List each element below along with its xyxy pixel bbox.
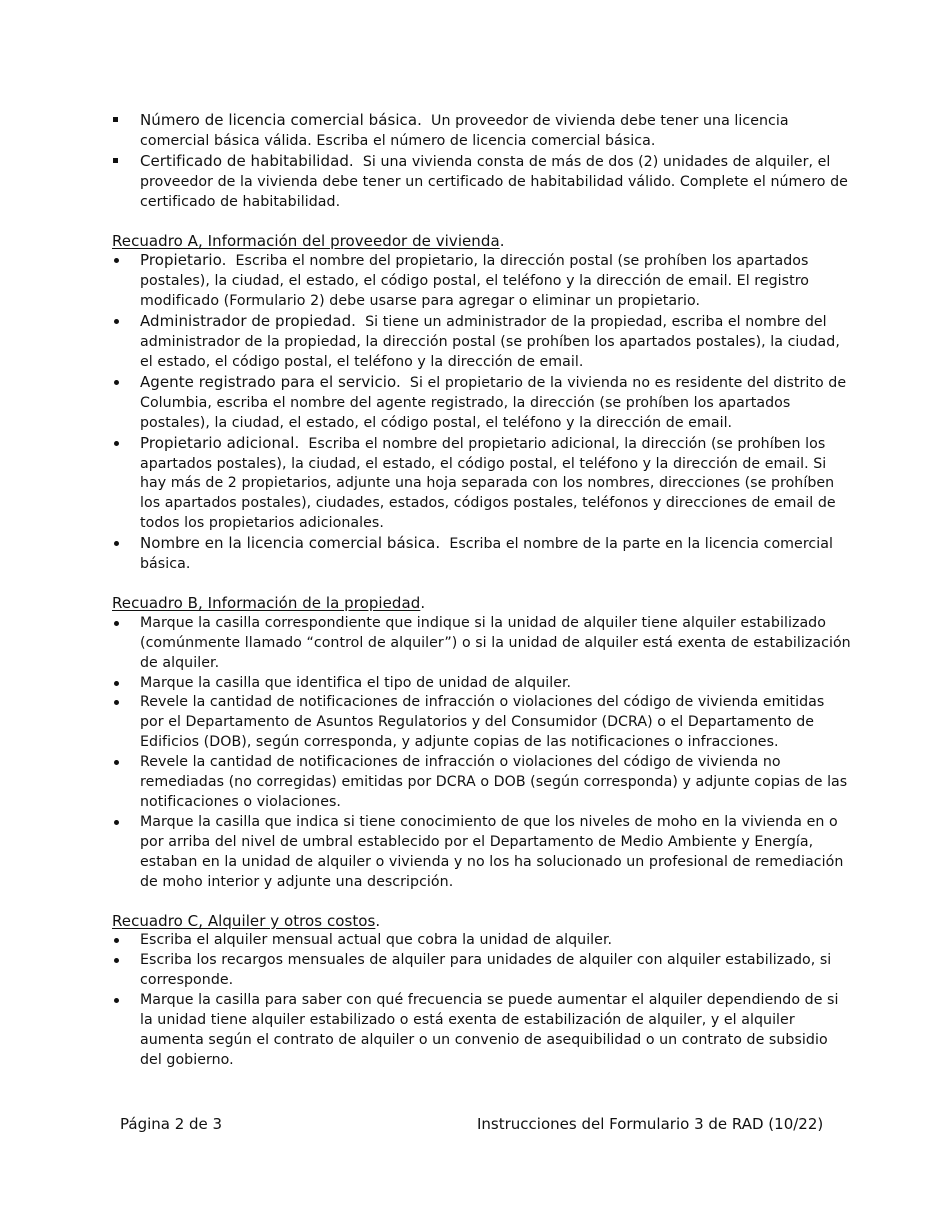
item-text: Marque la casilla que identifica el tipo de unidad de alquiler. [140, 674, 572, 691]
list-item [112, 152, 852, 213]
item-text: Escriba el alquiler mensual actual que cobra la unidad de alquiler. [140, 932, 613, 949]
list-item [112, 674, 852, 694]
list-item [112, 614, 852, 674]
item-text: Escriba el nombre del propietario adicional, la dirección (se prohíben los apartados postales), la ciudad, el estado, el código postal, el teléfono y la dirección de email. Si hay más de 2 propietarios, adjunte una hoja separada con los nombres, direcciones (se prohíben los apartados postales), ciudades, estados, códigos postales, teléfonos y direcciones de email de todos los propietarios adicionales. [140, 435, 836, 532]
list-item [112, 753, 852, 813]
page-content [112, 111, 852, 1071]
top-bullet-list [112, 111, 852, 213]
item-lead: Certificado de habitabilidad. [140, 151, 354, 170]
list-item [112, 693, 852, 753]
item-lead: Propietario adicional. [140, 433, 300, 452]
list-item [112, 534, 852, 575]
item-text: Revele la cantidad de notificaciones de infracción o violaciones del código de vivienda emitidas por el Departamento de Asuntos Regulatorios y del Consumidor (DCRA) o el Departamento de Edificios (DOB), según corresponda, y adjunte copias de las notificaciones o infracciones. [140, 694, 825, 751]
item-lead: Agente registrado para el servicio. [140, 372, 401, 391]
item-text: Marque la casilla para saber con qué frecuencia se puede aumentar el alquiler dependiendo de si la unidad tiene alquiler estabilizado o está exenta de estabilización de alquiler, y el alquiler aumenta según el contrato de alquiler o un convenio de asequibilidad o un contrato de subsidio del gobierno. [140, 992, 839, 1068]
item-lead: Número de licencia comercial básica. [140, 111, 422, 129]
item-text: Si el propietario de la vivienda no es residente del distrito de Columbia, escriba el nombre del agente registrado, la dirección (se prohíben los apartados postales), la ciudad, el estado, el código postal, el teléfono y la dirección de email. [140, 374, 847, 431]
item-text: Marque la casilla correspondiente que indique si la unidad de alquiler tiene alquiler estabilizado (comúnmente llamado “control de alquiler”) o si la unidad de alquiler está exenta de estabilización de alquiler. [140, 614, 851, 671]
list-item [112, 251, 852, 312]
list-item [112, 991, 852, 1071]
item-lead: Propietario. [140, 251, 227, 270]
list-item [112, 312, 852, 373]
section-b-list [112, 614, 852, 893]
item-text: Si tiene un administrador de la propiedad, escriba el nombre del administrador de la propiedad, la dirección postal (se prohíben los apartados postales), la ciudad, el estado, el código postal, el teléfono y la dirección de email. [140, 314, 840, 370]
item-text: Revele la cantidad de notificaciones de infracción o violaciones del código de vivienda no remediadas (no corregidas) emitidas por DCRA o DOB (según corresponda) y adjunte copias de las notificaciones o violaciones. [140, 754, 848, 810]
list-item [112, 373, 852, 434]
item-text: Un proveedor de vivienda debe tener una licencia comercial básica válida. Escriba el número de licencia comercial básica. [140, 113, 789, 149]
item-text: Marque la casilla que indica si tiene conocimiento de que los niveles de moho en la vivienda en o por arriba del nivel de umbral establecido por el Departamento de Medio Ambiente y Energía, estaban en la unidad de alquiler o vivienda y no los ha solucionado un profesional de remediación de moho interior y adjunte una descripción. [140, 813, 844, 890]
list-item [112, 951, 852, 991]
page-number: Página 2 de 3 [120, 1115, 223, 1133]
item-text: Si una vivienda consta de más de dos (2) unidades de alquiler, el proveedor de la vivienda debe tener un certificado de habitabilidad válido. Complete el número de certificado de habitabilidad. [140, 153, 848, 210]
section-c-heading: Recuadro C, Alquiler y otros costos. [112, 911, 381, 930]
item-text: Escriba el nombre del propietario, la dirección postal (se prohíben los apartados postales), la ciudad, el estado, el código postal, el teléfono y la dirección de email. El registro modificado (Formulario 2) debe usarse para agregar o eliminar un propietario. [140, 253, 809, 310]
section-a-list [112, 251, 852, 575]
item-lead: Nombre en la licencia comercial básica. [140, 534, 441, 553]
section-a-heading: Recuadro A, Información del proveedor de vivienda. [112, 231, 505, 250]
list-item [112, 931, 852, 951]
list-item [112, 813, 852, 893]
list-item [112, 434, 852, 535]
section-b-heading: Recuadro B, Información de la propiedad. [112, 593, 426, 612]
list-item [112, 111, 852, 152]
item-text: Escriba el nombre de la parte en la licencia comercial básica. [140, 536, 833, 573]
section-c-list [112, 931, 852, 1070]
item-lead: Administrador de propiedad. [140, 312, 356, 331]
item-text: Escriba los recargos mensuales de alquiler para unidades de alquiler con alquiler estabilizado, si corresponde. [140, 952, 832, 989]
form-title: Instrucciones del Formulario 3 de RAD (10/22) [477, 1115, 824, 1133]
